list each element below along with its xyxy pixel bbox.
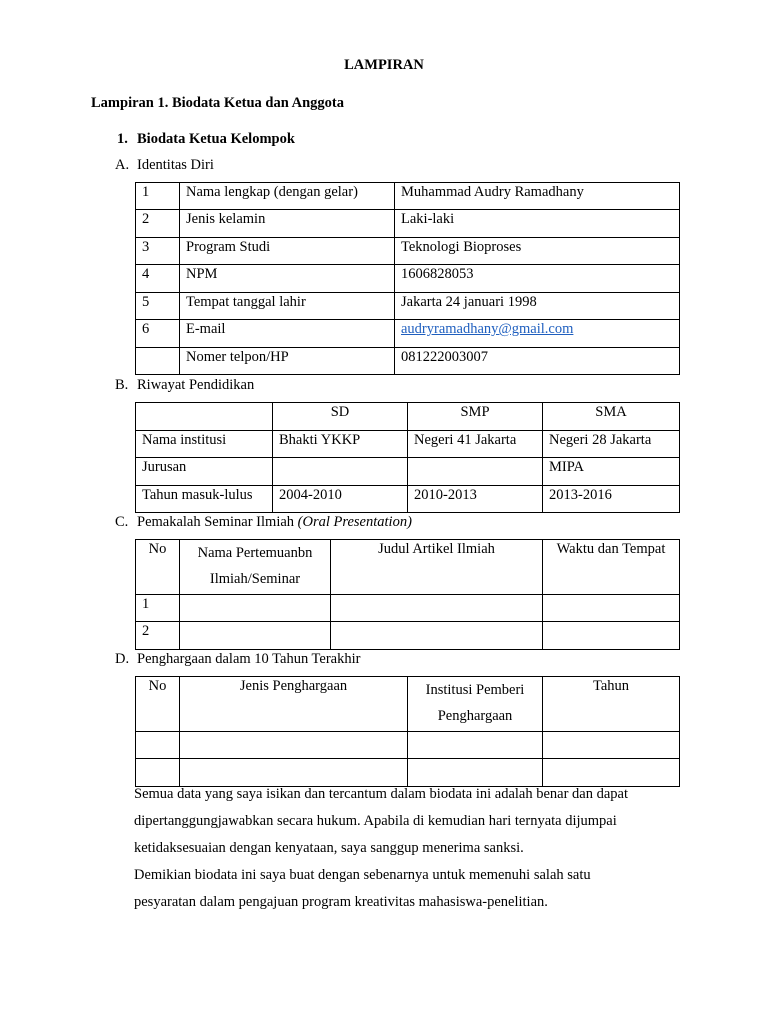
- table-cell: Nama institusi: [136, 431, 273, 458]
- table-cell: Negeri 28 Jakarta: [543, 431, 680, 458]
- table-cell: [136, 732, 180, 759]
- table-row: [136, 265, 680, 293]
- table-cell: MIPA: [543, 458, 680, 486]
- header-institusi-line2: Penghargaan: [437, 708, 513, 724]
- cell-no: 1: [136, 183, 180, 210]
- section-a-title: Identitas Diri: [137, 157, 214, 173]
- header-cell-nama: [180, 540, 331, 595]
- cell-value: Jakarta 24 januari 1998: [395, 293, 680, 320]
- table-row: [136, 458, 680, 486]
- page-title: LAMPIRAN: [344, 57, 424, 73]
- pendidikan-table: [135, 402, 680, 513]
- table-cell: [408, 732, 543, 759]
- statement-line: Semua data yang saya isikan dan tercantum dalam biodata ini adalah benar dan dapat: [134, 786, 629, 802]
- table-header-row: [136, 403, 680, 431]
- cell-value: Teknologi Bioproses: [395, 238, 680, 265]
- statement-line: pesyaratan dalam pengajuan program kreativitas mahasiswa-penelitian.: [134, 894, 548, 910]
- cell-label: Nomer telpon/HP: [180, 348, 395, 375]
- statement-paragraph: [134, 781, 694, 916]
- statement-line: dipertanggungjawabkan secara hukum. Apabila di kemudian hari ternyata dijumpai: [134, 813, 617, 829]
- table-row: [136, 431, 680, 458]
- table-row: [136, 293, 680, 320]
- table-cell: [543, 622, 680, 650]
- table-cell: [273, 458, 408, 486]
- section-d-title: Penghargaan dalam 10 Tahun Terakhir: [137, 651, 361, 667]
- cell-no: 2: [136, 210, 180, 238]
- section-c-title: Pemakalah Seminar Ilmiah: [137, 514, 295, 530]
- cell-value: [395, 320, 680, 348]
- table-cell: [180, 622, 331, 650]
- cell-value: Muhammad Audry Ramadhany: [395, 183, 680, 210]
- cell-value: 081222003007: [395, 348, 680, 375]
- table-cell: [408, 458, 543, 486]
- penghargaan-table: [135, 676, 680, 787]
- cell-label: Program Studi: [180, 238, 395, 265]
- section-b-title: Riwayat Pendidikan: [137, 377, 255, 393]
- table-row: [136, 486, 680, 513]
- cell-value: 1606828053: [395, 265, 680, 293]
- header-cell-no: No: [136, 540, 180, 595]
- table-cell: 2004-2010: [273, 486, 408, 513]
- cell-no: [136, 348, 180, 375]
- table-row: [136, 732, 680, 759]
- table-row: [136, 622, 680, 650]
- cell-label: Nama lengkap (dengan gelar): [180, 183, 395, 210]
- lampiran-heading: Lampiran 1. Biodata Ketua dan Anggota: [91, 95, 344, 111]
- header-cell-waktu: Waktu dan Tempat: [543, 540, 680, 595]
- cell-no: 3: [136, 238, 180, 265]
- cell-label: Jenis kelamin: [180, 210, 395, 238]
- statement-line: Demikian biodata ini saya buat dengan sebenarnya untuk memenuhi salah satu: [134, 867, 591, 883]
- cell-no: 5: [136, 293, 180, 320]
- section-d-letter: D.: [115, 651, 130, 667]
- section-c-title-wrap: [137, 513, 412, 531]
- table-cell: [331, 622, 543, 650]
- header-cell-no: No: [136, 677, 180, 732]
- header-cell-tahun: Tahun: [543, 677, 680, 732]
- table-header-row: [136, 540, 680, 595]
- table-row: [136, 320, 680, 348]
- table-cell: Negeri 41 Jakarta: [408, 431, 543, 458]
- table-row: [136, 238, 680, 265]
- cell-label: E-mail: [180, 320, 395, 348]
- header-cell: SD: [273, 403, 408, 431]
- header-cell: SMP: [408, 403, 543, 431]
- table-row: [136, 210, 680, 238]
- table-cell: [180, 595, 331, 622]
- section-1-number: 1.: [117, 131, 128, 147]
- identitas-table: [135, 182, 680, 375]
- cell-label: NPM: [180, 265, 395, 293]
- table-cell: 1: [136, 595, 180, 622]
- header-nama-line2: Ilmiah/Seminar: [209, 571, 301, 587]
- header-cell-judul: Judul Artikel Ilmiah: [331, 540, 543, 595]
- email-link[interactable]: audryramadhany@gmail.com: [401, 321, 574, 337]
- section-b-letter: B.: [115, 377, 129, 393]
- header-cell: SMA: [543, 403, 680, 431]
- header-cell-jenis: Jenis Penghargaan: [180, 677, 408, 732]
- cell-label: Tempat tanggal lahir: [180, 293, 395, 320]
- statement-line: ketidaksesuaian dengan kenyataan, saya sanggup menerima sanksi.: [134, 840, 524, 856]
- table-header-row: [136, 677, 680, 732]
- table-row: [136, 595, 680, 622]
- header-cell: [136, 403, 273, 431]
- cell-value: Laki-laki: [395, 210, 680, 238]
- table-cell: 2010-2013: [408, 486, 543, 513]
- table-cell: [180, 732, 408, 759]
- header-cell-institusi: [408, 677, 543, 732]
- table-row: [136, 183, 680, 210]
- table-cell: [331, 595, 543, 622]
- table-row: [136, 348, 680, 375]
- section-a-letter: A.: [115, 157, 130, 173]
- header-institusi-line1: Institusi Pemberi: [425, 682, 525, 698]
- seminar-table: [135, 539, 680, 650]
- section-c-letter: C.: [115, 514, 129, 530]
- table-cell: Jurusan: [136, 458, 273, 486]
- table-cell: 2: [136, 622, 180, 650]
- table-cell: Bhakti YKKP: [273, 431, 408, 458]
- cell-no: 4: [136, 265, 180, 293]
- table-cell: 2013-2016: [543, 486, 680, 513]
- section-1-title: Biodata Ketua Kelompok: [137, 131, 295, 147]
- section-c-title-italic: (Oral Presentation): [297, 514, 412, 530]
- table-cell: Tahun masuk-lulus: [136, 486, 273, 513]
- cell-no: 6: [136, 320, 180, 348]
- header-nama-line1: Nama Pertemuanbn: [197, 545, 313, 561]
- table-cell: [543, 595, 680, 622]
- table-cell: [543, 732, 680, 759]
